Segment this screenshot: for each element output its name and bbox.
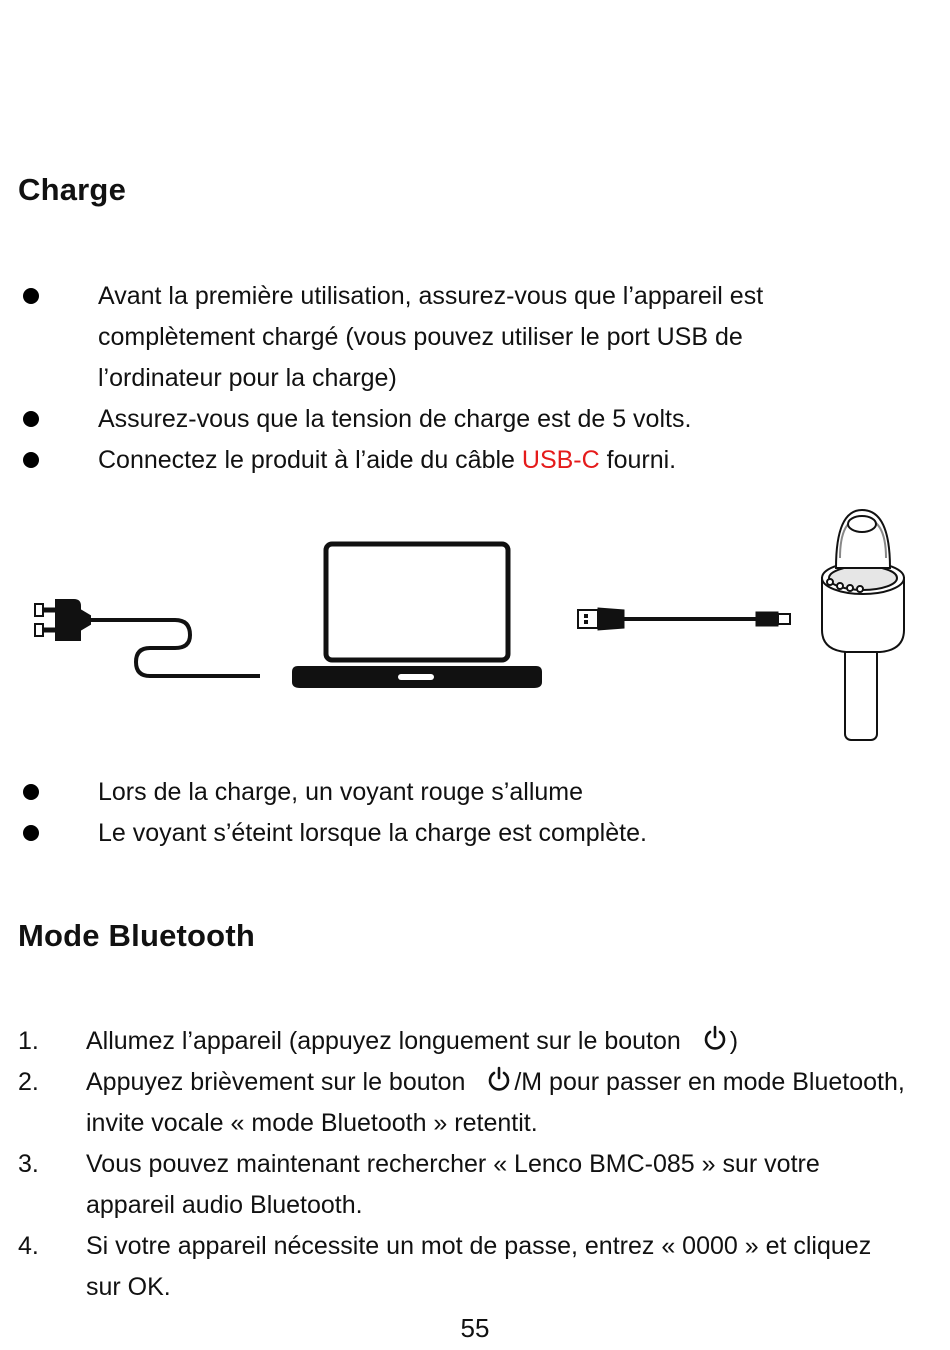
list-item <box>0 772 950 813</box>
power-icon <box>702 1025 728 1051</box>
bluetooth-steps-list <box>0 1021 950 1308</box>
step-text: Vous pouvez maintenant rechercher « Lenco BMC-085 » sur votre appareil audio Bluetooth. <box>86 1150 820 1219</box>
step-text: /M pour passer en mode Bluetooth, invite vocale « mode Bluetooth » retentit. <box>86 1068 905 1137</box>
step-number: 1. <box>18 1027 39 1055</box>
list-item <box>0 440 950 481</box>
power-icon <box>486 1066 512 1092</box>
list-item-text: fourni. <box>599 446 677 474</box>
list-item <box>0 1226 950 1308</box>
list-item <box>0 1021 950 1062</box>
step-text: Appuyez brièvement sur le bouton <box>86 1068 473 1096</box>
karaoke-microphone-icon <box>822 510 904 740</box>
bullet-icon <box>23 825 39 841</box>
bullet-icon <box>23 411 39 427</box>
bullet-icon <box>23 784 39 800</box>
list-item-text: Avant la première utilisation, assurez-vous que l’appareil est complètement chargé (vous pouvez utiliser le port USB de l’ordinateur pour la charge) <box>98 282 764 392</box>
step-text: ) <box>729 1027 739 1055</box>
list-item-text: Lors de la charge, un voyant rouge s’allume <box>98 778 584 806</box>
list-item-text: Assurez-vous que la tension de charge est de 5 volts. <box>98 405 692 433</box>
list-item-text: Le voyant s’éteint lorsque la charge est complète. <box>98 819 647 847</box>
list-item <box>0 813 950 854</box>
charge-instructions-list <box>0 276 950 481</box>
list-item <box>0 1144 950 1226</box>
list-item <box>0 276 950 399</box>
step-text: Allumez l’appareil (appuyez longuement sur le bouton <box>86 1027 688 1055</box>
step-number: 3. <box>18 1150 39 1178</box>
power-plug-icon <box>35 600 260 676</box>
usb-c-highlight: USB-C <box>521 446 600 474</box>
list-item <box>0 1062 950 1144</box>
laptop-icon <box>292 544 542 688</box>
bluetooth-heading: Mode Bluetooth <box>18 918 255 953</box>
charge-heading: Charge <box>18 172 127 207</box>
step-number: 2. <box>18 1068 39 1096</box>
usb-c-cable-icon <box>578 608 790 630</box>
step-number: 4. <box>18 1232 39 1260</box>
charge-indicator-list <box>0 772 950 854</box>
charging-illustration <box>0 500 950 750</box>
page-number: 55 <box>460 1313 490 1343</box>
bullet-icon <box>23 452 39 468</box>
list-item <box>0 399 950 440</box>
list-item-text: Connectez le produit à l’aide du câble <box>98 446 522 474</box>
step-text: Si votre appareil nécessite un mot de passe, entrez « 0000 » et cliquez sur OK. <box>86 1232 872 1301</box>
bullet-icon <box>23 288 39 304</box>
